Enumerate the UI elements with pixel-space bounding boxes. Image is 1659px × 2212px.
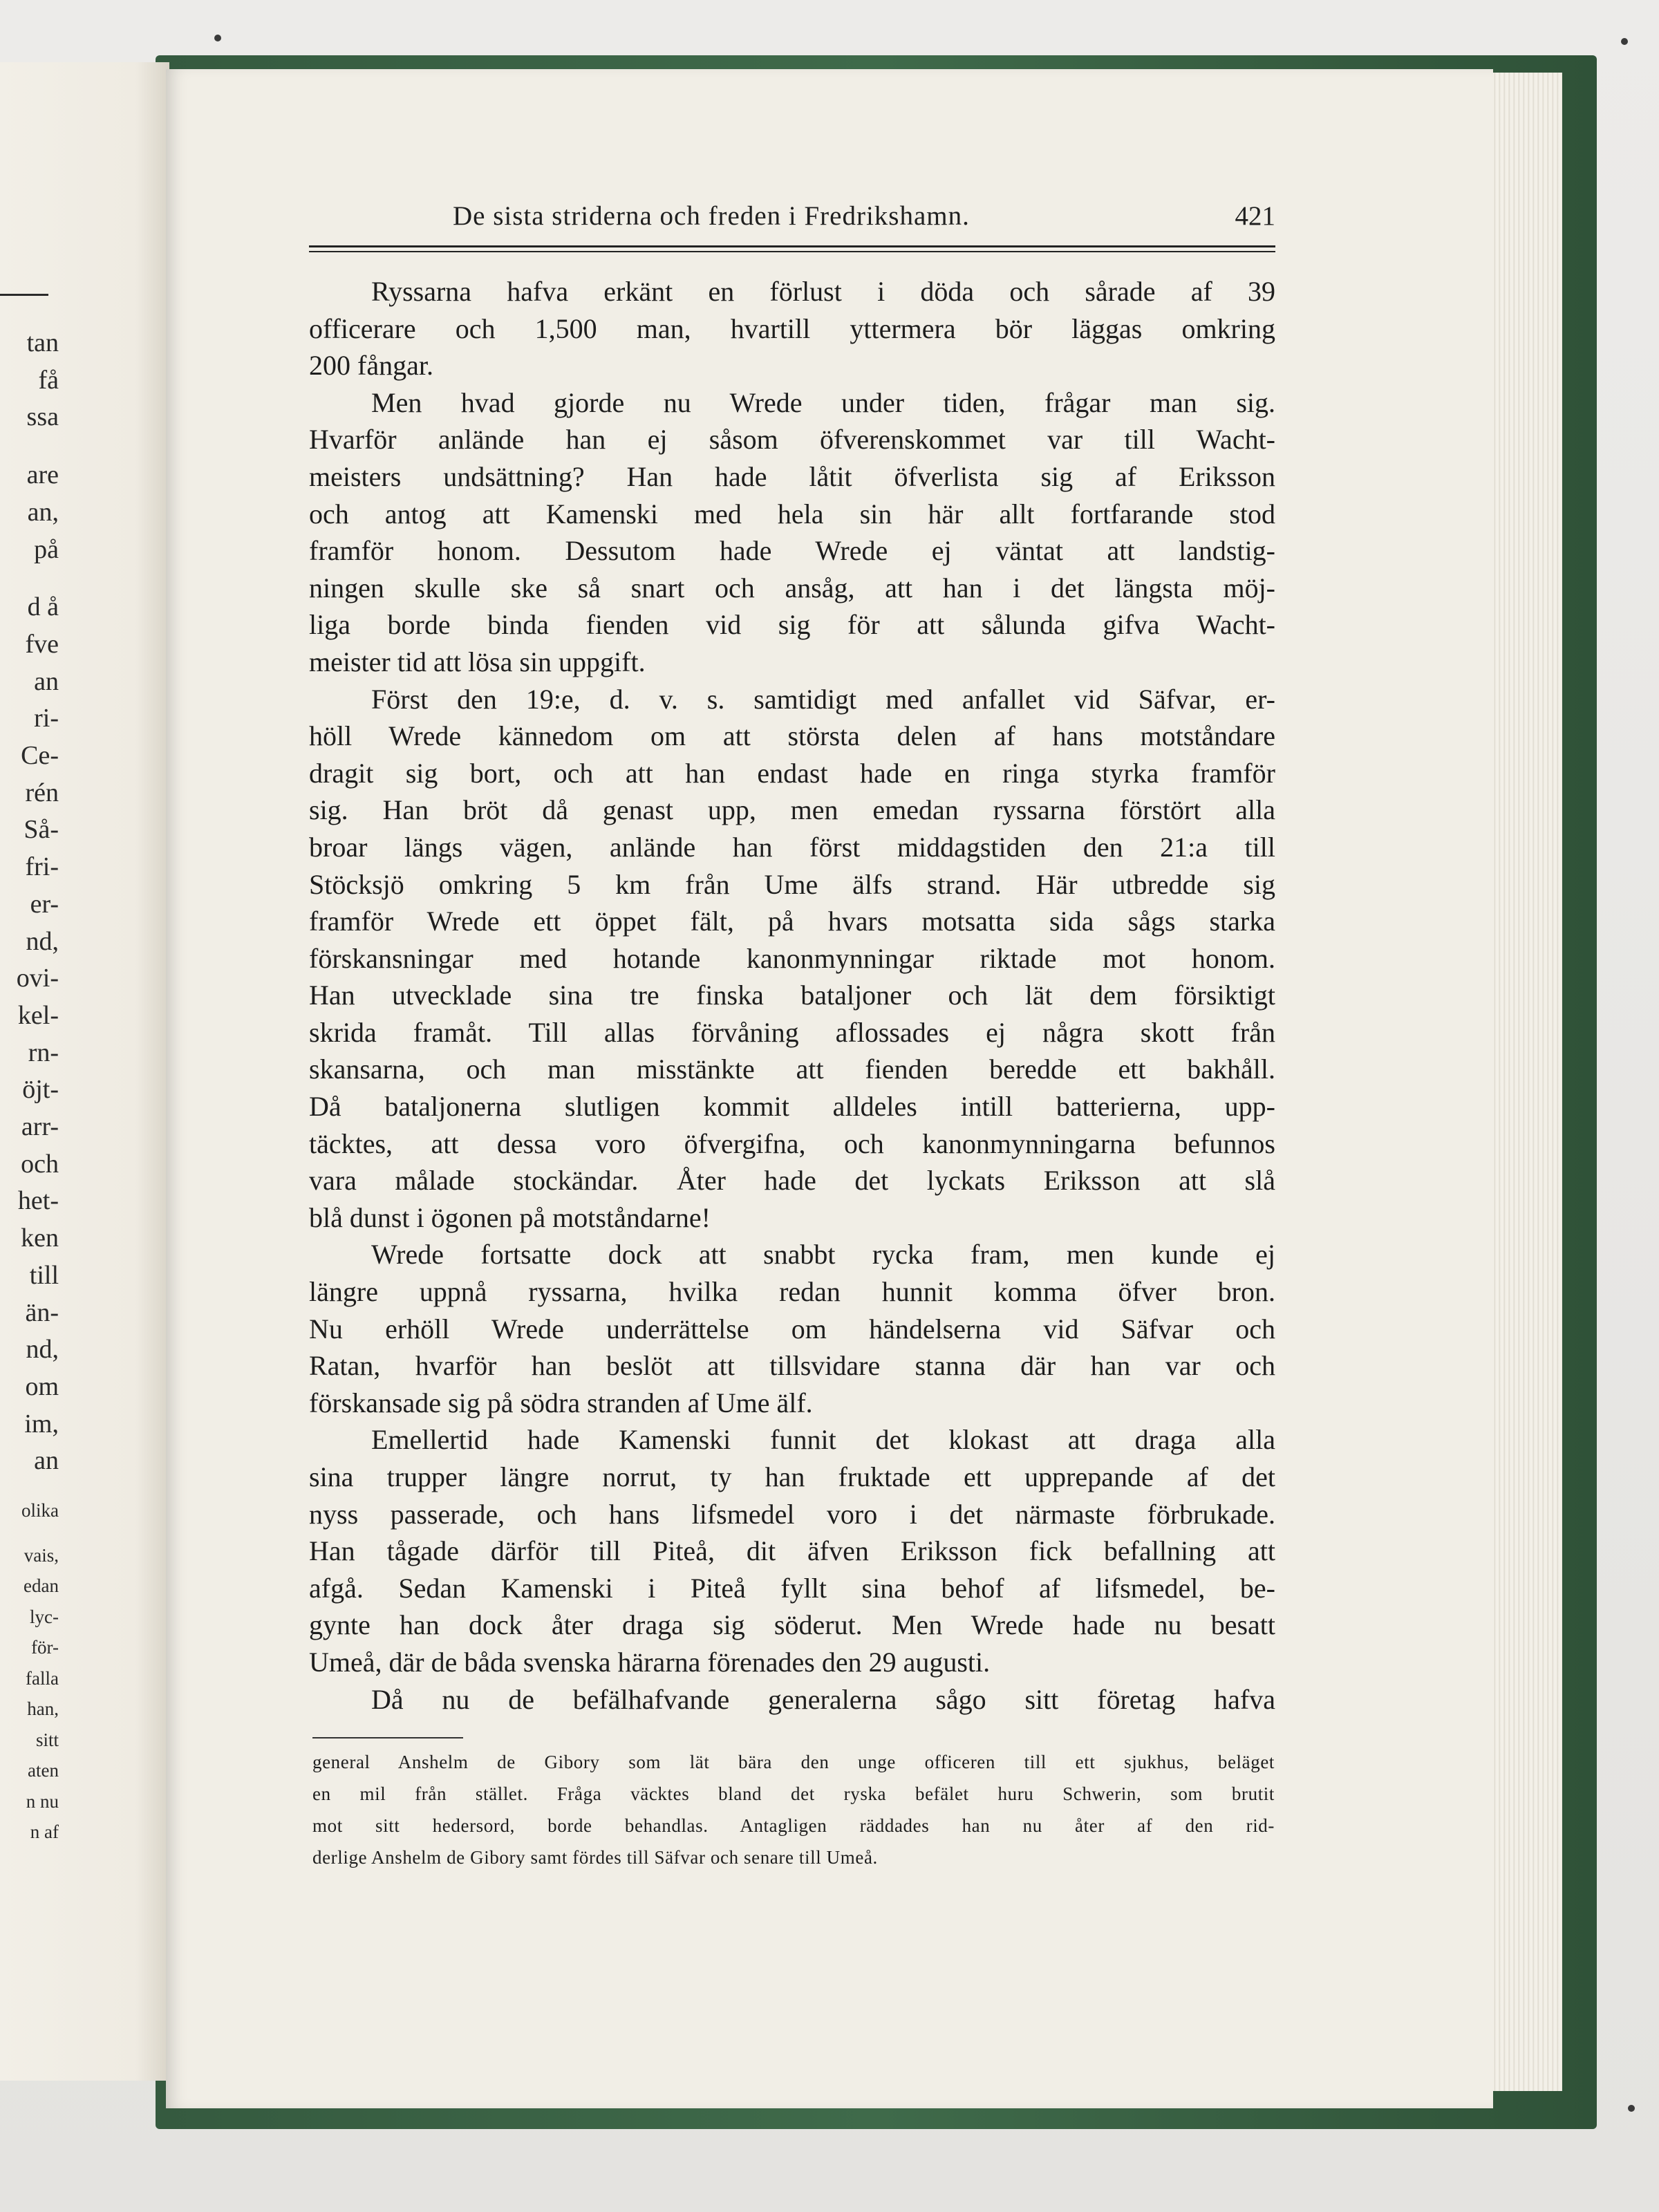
left-text-fragment: till xyxy=(29,1260,59,1290)
left-text-fragment: het- xyxy=(17,1186,59,1216)
text-line: och antog att Kamenski med hela sin här allt fortfarande stod xyxy=(309,498,1275,529)
running-head: De sista striderna och freden i Fredrikshamn. xyxy=(453,201,970,231)
text-line: Hvarför anlände han ej såsom öfverenskommet var till Wacht- xyxy=(309,424,1275,456)
footnote-line: en mil från stället. Fråga väcktes bland det ryska befälet huru Schwerin, som brutit xyxy=(312,1783,1275,1804)
text-line: Först den 19:e, d. v. s. samtidigt med anfallet vid Säfvar, er- xyxy=(371,683,1275,715)
left-footnote-fragment: edan xyxy=(24,1575,59,1597)
text-line: Emellertid hade Kamenski funnit det klokast att draga alla xyxy=(371,1424,1275,1456)
left-text-fragment: tan xyxy=(26,328,59,357)
text-line: framför Wrede ett öppet fält, på hvars motsatta sida sågs starka xyxy=(309,906,1275,937)
left-text-fragment: fri- xyxy=(25,852,59,882)
left-footnote-fragment: olika xyxy=(21,1500,59,1521)
text-line: dragit sig bort, och att han endast hade en ringa styrka framför xyxy=(309,757,1275,789)
footnote-line: general Anshelm de Gibory som lät bära den unge officeren till ett sjukhus, beläget xyxy=(312,1752,1275,1772)
footnote-line: derlige Anshelm de Gibory samt fördes till Säfvar och senare till Umeå. xyxy=(312,1847,878,1868)
text-line: officerare och 1,500 man, hvartill yttermera bör läggas omkring xyxy=(309,312,1275,344)
left-page-text xyxy=(0,325,59,1848)
text-line: höll Wrede kännedom om att största delen af hans motståndare xyxy=(309,720,1275,752)
text-line: Då bataljonerna slutligen kommit alldeles intill batterierna, upp- xyxy=(309,1091,1275,1123)
text-line: längre uppnå ryssarna, hvilka redan hunnit komma öfver bron. xyxy=(309,1276,1275,1308)
text-line: Nu erhöll Wrede underrättelse om händelserna vid Säfvar och xyxy=(309,1313,1275,1344)
left-text-fragment: Så- xyxy=(24,815,59,845)
text-line: 200 fångar. xyxy=(309,350,433,382)
left-page-rule xyxy=(0,294,48,296)
left-footnote-fragment: n af xyxy=(30,1821,59,1843)
text-line: Han utvecklade sina tre finska bataljoner och lät dem försiktigt xyxy=(309,980,1275,1011)
text-line: Umeå, där de båda svenska härarna förenades den 29 augusti. xyxy=(309,1646,991,1678)
left-text-fragment: d å xyxy=(27,592,59,622)
left-footnote-fragment: n nu xyxy=(26,1790,59,1812)
text-line: gynte han dock åter draga sig söderut. Men Wrede hade nu besatt xyxy=(309,1609,1275,1641)
text-line: afgå. Sedan Kamenski i Piteå fyllt sina behof af lifsmedel, be- xyxy=(309,1572,1275,1604)
text-line: sig. Han bröt då genast upp, men emedan ryssarna förstört alla xyxy=(309,794,1275,826)
text-line: vara målade stockändar. Åter hade det lyckats Eriksson att slå xyxy=(309,1165,1275,1197)
left-text-fragment: rén xyxy=(25,778,59,807)
text-line: sina trupper längre norrut, ty han fruktade ett upprepande af det xyxy=(309,1461,1275,1492)
left-text-fragment: an, xyxy=(27,497,59,527)
text-line: täcktes, att dessa voro öfvergifna, och kanonmynningarna befunnos xyxy=(309,1127,1275,1159)
body-text xyxy=(309,273,1275,1718)
left-text-fragment: ri- xyxy=(34,704,59,733)
left-footnote-fragment: aten xyxy=(28,1760,59,1781)
left-text-fragment: ssa xyxy=(26,402,59,432)
text-line: meister tid att lösa sin uppgift. xyxy=(309,646,646,677)
footnote-line: mot sitt hedersord, borde behandlas. Antagligen räddades han nu åter af den rid- xyxy=(312,1815,1275,1836)
text-line: nyss passerade, och hans lifsmedel voro i det närmaste förbrukade. xyxy=(309,1498,1275,1530)
left-text-fragment: nd, xyxy=(26,926,59,956)
binding-pin xyxy=(1621,38,1628,45)
left-text-fragment: are xyxy=(26,460,59,490)
left-text-fragment: ken xyxy=(21,1224,59,1253)
left-text-fragment: ovi- xyxy=(16,964,59,993)
text-line: ningen skulle ske så snart och ansåg, att han i det längsta möj- xyxy=(309,572,1275,603)
text-line: förskansade sig på södra stranden af Ume älf. xyxy=(309,1387,813,1418)
left-text-fragment: er- xyxy=(30,889,59,919)
text-line: skansarna, och man misstänkte att fienden beredde ett bakhåll. xyxy=(309,1053,1275,1085)
left-footnote-fragment: han, xyxy=(27,1698,59,1720)
header-rule-thin xyxy=(309,251,1275,252)
left-text-fragment: im, xyxy=(24,1409,59,1438)
text-line: Stöcksjö omkring 5 km från Ume älfs strand. Här utbredde sig xyxy=(309,868,1275,900)
text-line: broar längs vägen, anlände han först middagstiden den 21:a till xyxy=(309,831,1275,863)
left-text-fragment: än- xyxy=(25,1297,59,1327)
text-line: förskansningar med hotande kanonmynningar riktade mot honom. xyxy=(309,942,1275,974)
left-text-fragment: an xyxy=(34,1446,59,1476)
text-line: liga borde binda fienden vid sig för att sålunda gifva Wacht- xyxy=(309,609,1275,641)
left-text-fragment: fve xyxy=(25,629,59,659)
header-rule xyxy=(309,245,1275,247)
left-footnote-fragment: lyc- xyxy=(30,1606,59,1627)
left-text-fragment: an xyxy=(34,666,59,696)
text-line: blå dunst i ögonen på motståndarne! xyxy=(309,1201,711,1233)
page-header xyxy=(308,200,1275,242)
footnote xyxy=(312,1746,1275,1873)
text-line: skrida framåt. Till allas förvåning aflossades ej några skott från xyxy=(309,1016,1275,1048)
left-text-fragment: och xyxy=(21,1149,59,1179)
binding-pin xyxy=(214,35,221,41)
text-line: meisters undsättning? Han hade låtit öfverlista sig af Eriksson xyxy=(309,460,1275,492)
binding-pin xyxy=(1628,2105,1635,2112)
left-footnote-fragment: sitt xyxy=(35,1729,59,1750)
text-line: Ratan, hvarför han beslöt att tillsvidare stanna där han var och xyxy=(309,1350,1275,1382)
text-line: Wrede fortsatte dock att snabbt rycka fram, men kunde ej xyxy=(371,1239,1275,1271)
text-line: framför honom. Dessutom hade Wrede ej väntat att landstig- xyxy=(309,535,1275,567)
text-line: Men hvad gjorde nu Wrede under tiden, frågar man sig. xyxy=(371,386,1275,418)
text-line: Han tågade därför till Piteå, dit äfven Eriksson fick befallning att xyxy=(309,1535,1275,1567)
left-text-fragment: Ce- xyxy=(21,741,59,771)
left-text-fragment: på xyxy=(34,534,59,564)
left-footnote-fragment: för- xyxy=(31,1637,59,1658)
left-text-fragment: öjt- xyxy=(22,1075,59,1105)
left-page xyxy=(0,62,169,2081)
page-number: 421 xyxy=(1235,201,1275,231)
left-text-fragment: rn- xyxy=(28,1038,59,1067)
left-text-fragment: få xyxy=(38,365,59,395)
text-line: Då nu de befälhafvande generalerna sågo sitt företag hafva xyxy=(371,1683,1275,1715)
footnote-rule xyxy=(312,1737,463,1738)
left-footnote-fragment: vais, xyxy=(24,1544,59,1566)
page-edges xyxy=(1486,73,1562,2091)
left-text-fragment: arr- xyxy=(21,1112,59,1142)
left-text-fragment: nd, xyxy=(26,1335,59,1365)
left-text-fragment: kel- xyxy=(17,1000,59,1030)
left-text-fragment: om xyxy=(25,1371,59,1401)
left-footnote-fragment: falla xyxy=(26,1667,59,1689)
text-line: Ryssarna hafva erkänt en förlust i döda och sårade af 39 xyxy=(371,276,1275,307)
